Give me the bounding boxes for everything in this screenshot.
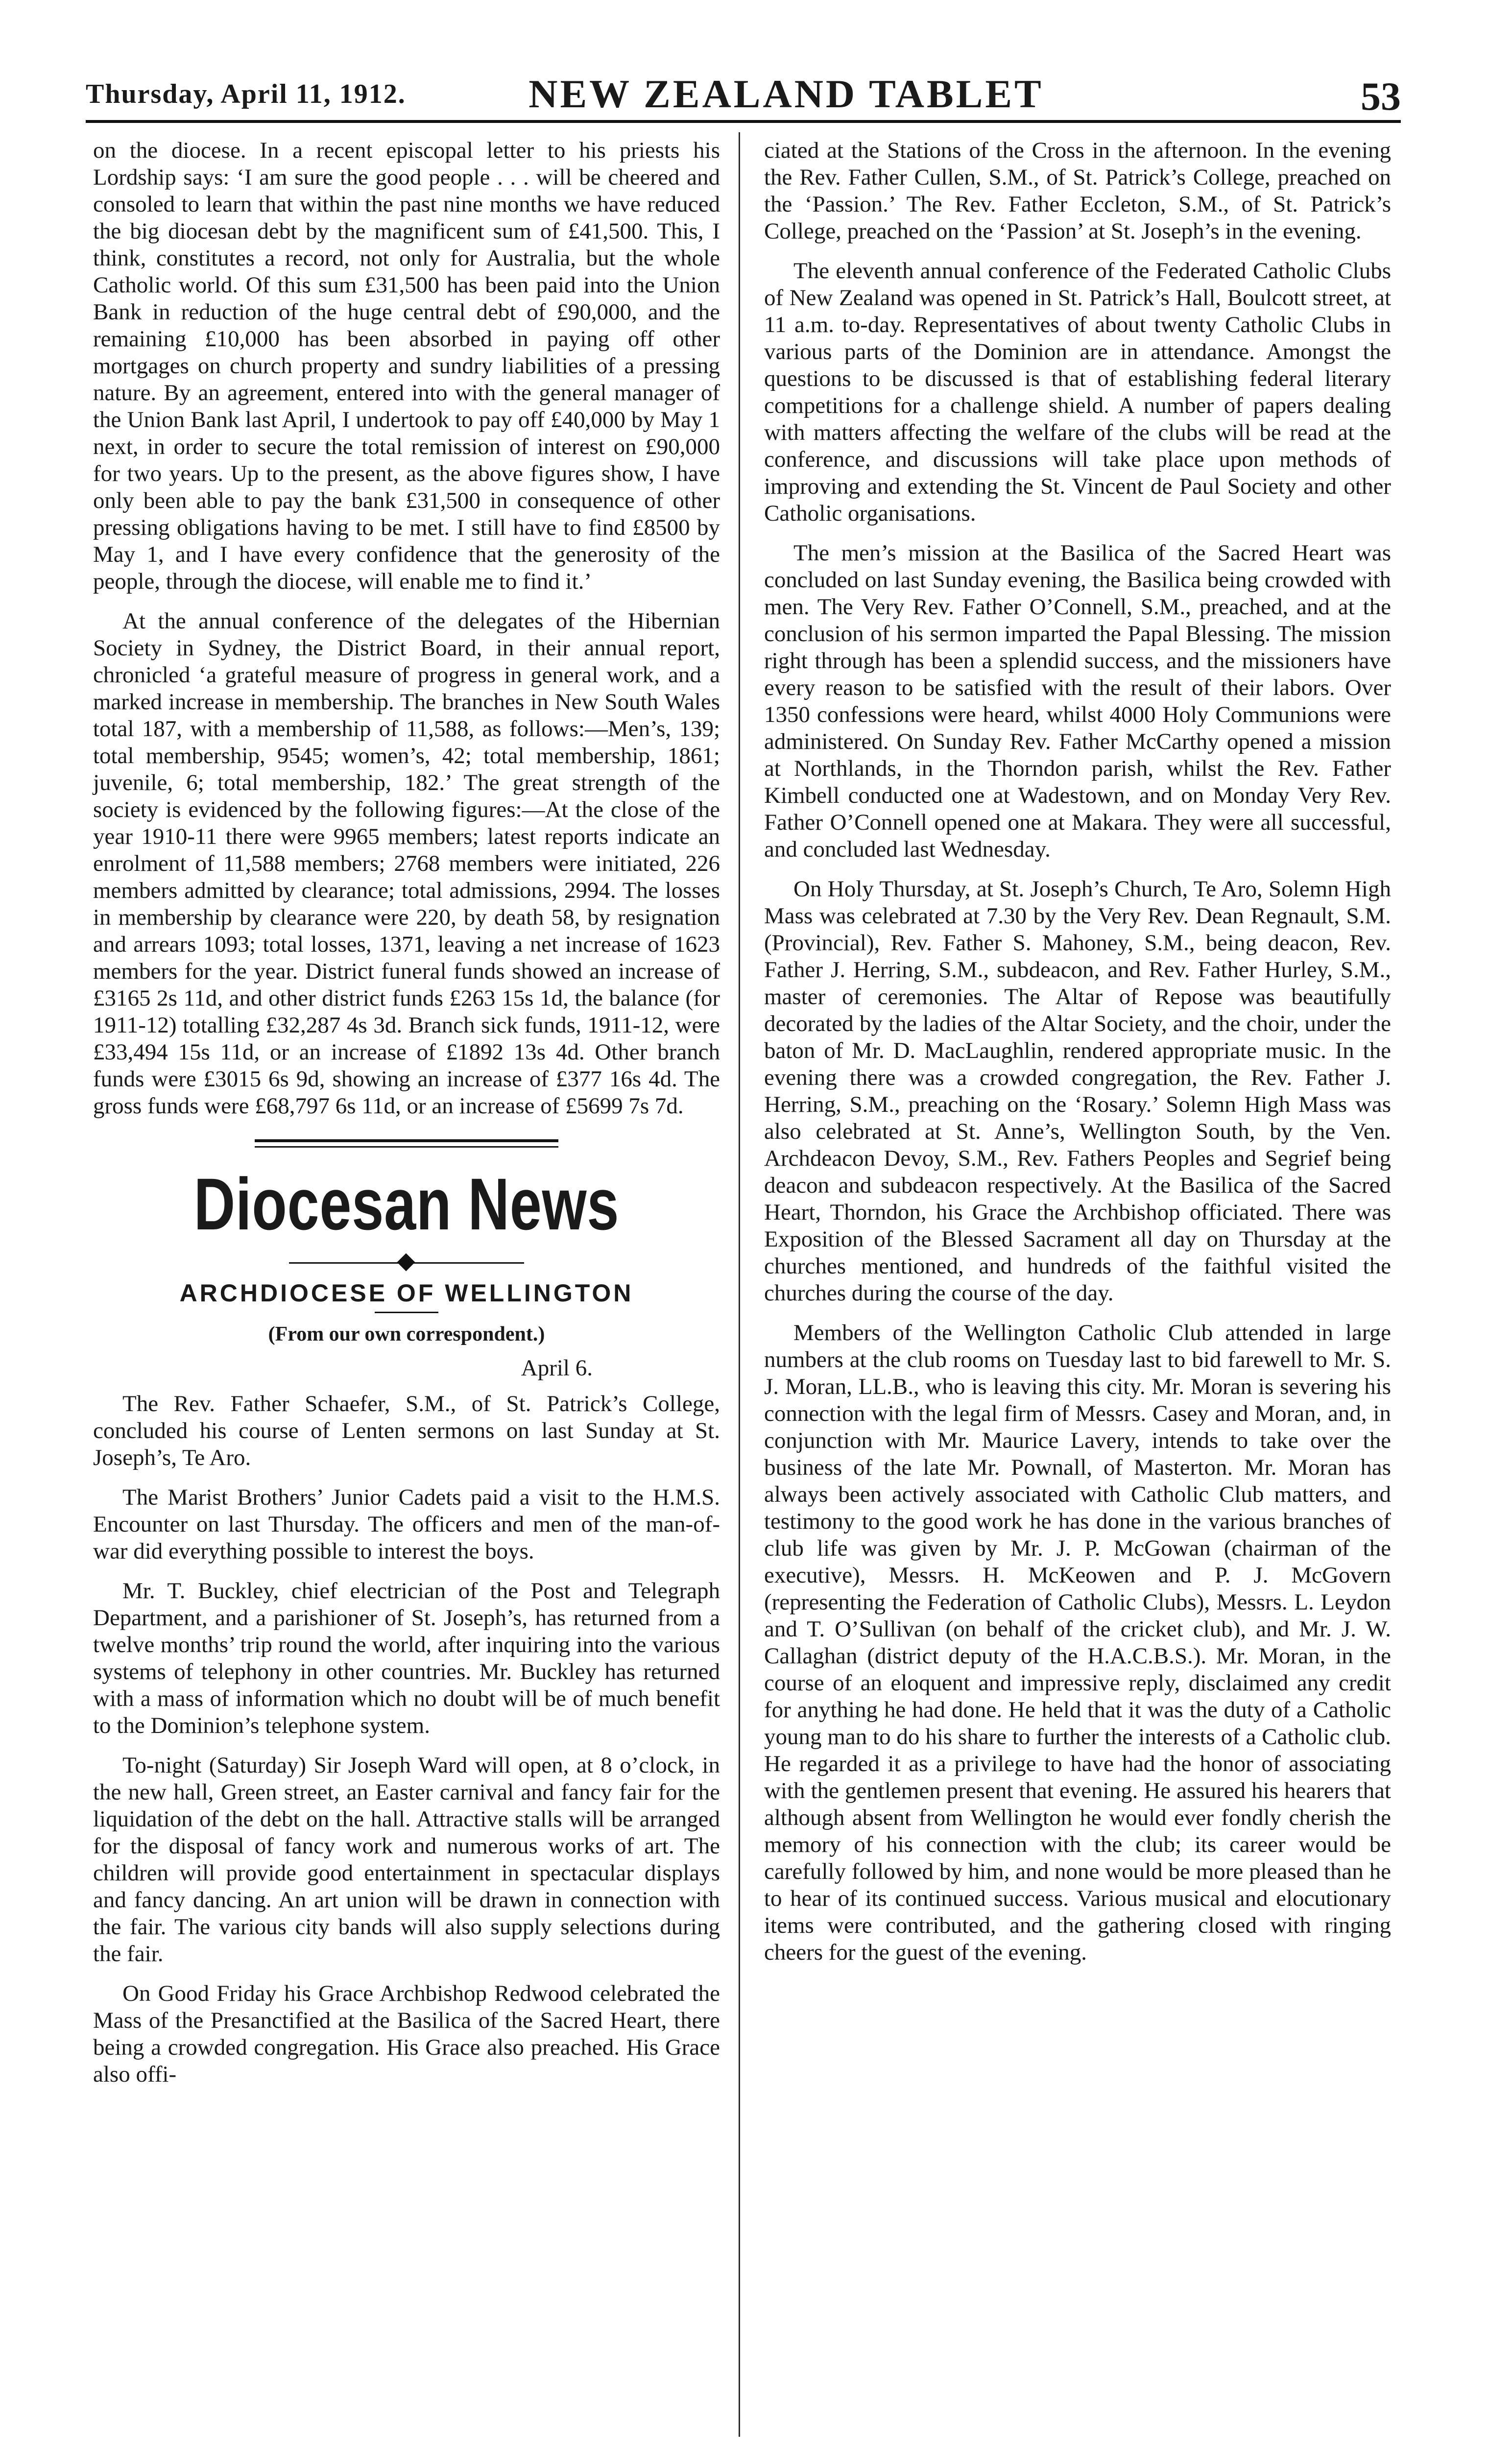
- news-paragraph: The eleventh annual conference of the Federated Catholic Clubs of New Zealand was opened in St. Patrick’s Hall, Boulcott street, at 11 a.m. to-day. Representatives of about twenty Catholic Clubs in various parts of the Dominion are in attendance. Amongst the questions to be discussed is that of establishing federal literary competitions for a challenge shield. A number of papers dealing with matters affecting the welfare of the clubs will be read at the conference, and discussions will take place upon methods of improving and extending the St. Vincent de Paul Society and other Catholic organisations.: [764, 258, 1391, 526]
- news-paragraph: ciated at the Stations of the Cross in the afternoon. In the evening the Rev. Father Cullen, S.M., of St. Patrick’s College, preached on the ‘Passion.’ The Rev. Father Eccleton, S.M., of St. Patrick’s College, preached on the ‘Passion’ at St. Joseph’s in the evening.: [764, 138, 1391, 244]
- issue-date: Thursday, April 11, 1912.: [86, 79, 406, 109]
- masthead-title: NEW ZEALAND TABLET: [528, 72, 1044, 116]
- diamond-icon: [397, 1253, 415, 1272]
- news-paragraph: On Good Friday his Grace Archbishop Redwood celebrated the Mass of the Presanctified at the Basilica of the Sacred Heart, there being a crowded congregation. His Grace also preached. His Grace also offi-: [93, 1981, 720, 2087]
- diamond-ornament-rule: [289, 1255, 524, 1270]
- section-separator: [255, 1139, 558, 1148]
- page-number: 53: [1361, 74, 1401, 119]
- article-paragraph: on the diocese. In a recent episcopal letter to his priests his Lordship says: ‘I am sure the good people . . . will be cheered and consoled to learn that within the past nine months we have reduced the big diocesan debt by the magnificent sum of £41,500. This, I think, constitutes a record, not only for Australia, but the whole Catholic world. Of this sum £31,500 has been paid into the Union Bank in reduction of the huge central debt of £90,000, and the remaining £10,000 has been absorbed in paying off other mortgages on church property and sundry liabilities of a pressing nature. By an agreement, entered into with the general manager of the Union Bank last April, I undertook to pay off £40,000 by May 1 next, in order to secure the total remission of interest on £90,000 for two years. Up to the present, as the above figures show, I have only been able to pay the bank £31,500 in consequence of other pressing obligations having to be met. I still have to find £8500 by May 1, and I have every confidence that the generosity of the people, through the diocese, will enable me to find it.’: [93, 138, 720, 594]
- section-title: Diocesan News: [193, 1163, 620, 1245]
- left-column: [93, 137, 720, 2101]
- news-paragraph: On Holy Thursday, at St. Joseph’s Church, Te Aro, Solemn High Mass was celebrated at 7.30 by the Very Rev. Dean Regnault, S.M. (Provincial), Rev. Father S. Mahoney, S.M., being deacon, Rev. Father J. Herring, S.M., subdeacon, and Rev. Father Hurley, S.M., master of ceremonies. The Altar of Repose was beautifully decorated by the ladies of the Altar Society, and the choir, under the baton of Mr. D. MacLaughlin, rendered appropriate music. In the evening there was a crowded congregation, the Rev. Father J. Herring, S.M., preaching on the ‘Rosary.’ Solemn High Mass was also celebrated at St. Anne’s, Wellington South, by the Ven. Archdeacon Devoy, S.M., Rev. Fathers Peoples and Segrief being deacon and subdeacon respectively. At the Basilica of the Sacred Heart, Thorndon, his Grace the Archbishop officiated. There was Exposition of the Blessed Sacrament all day on Thursday at the churches mentioned, and hundreds of the faithful visited the churches during the course of the day.: [764, 876, 1391, 1306]
- news-paragraph: Mr. T. Buckley, chief electrician of the Post and Telegraph Department, and a parishioner of St. Joseph’s, has returned from a twelve months’ trip round the world, after inquiring into the various systems of telephony in other countries. Mr. Buckley has returned with a mass of information which no doubt will be of much benefit to the Dominion’s telephone system.: [93, 1578, 720, 1738]
- right-column: [764, 137, 1391, 1979]
- short-rule: [375, 1312, 438, 1313]
- news-paragraph: Members of the Wellington Catholic Club attended in large numbers at the club rooms on Tuesday last to bid farewell to Mr. S. J. Moran, LL.B., who is leaving this city. Mr. Moran is severing his connection with the legal firm of Messrs. Casey and Moran, and, in conjunction with Mr. Maurice Lavery, intends to take over the business of the late Mr. Pownall, of Masterton. Mr. Moran has always been actively associated with Catholic Club matters, and testimony to the good work he has done in the various branches of club life was given by Mr. J. P. McGowan (chairman of the executive), Messrs. H. McKeowen and P. J. McGovern (representing the Federation of Catholic Clubs), Messrs. L. Leydon and T. O’Sullivan (on behalf of the cricket club), and Mr. J. W. Callaghan (district deputy of the H.A.C.B.S.). Mr. Moran, in the course of an eloquent and impressive reply, disclaimed any credit for anything he had done. He held that it was the duty of a Catholic young man to do his share to further the interests of a Catholic club. He regarded it as a privilege to have had the honor of associating with the gentlemen present that evening. He assured his hearers that although absent from Wellington he would ever fondly cherish the memory of his connection with the club; its career would be carefully followed by him, and none would be more pleased than he to hear of its continued success. Various musical and elocutionary items were contributed, and the gathering closed with ringing cheers for the guest of the evening.: [764, 1320, 1391, 1965]
- dateline: April 6.: [521, 1355, 593, 1381]
- running-header: [86, 69, 1401, 122]
- news-paragraph: To-night (Saturday) Sir Joseph Ward will open, at 8 o’clock, in the new hall, Green street, an Easter carnival and fancy fair for the liquidation of the debt on the hall. Attractive stalls will be arranged for the disposal of fancy work and numerous works of art. The children will provide good entertainment in spectacular displays and fancy dancing. An art union will be drawn in connection with the fair. The various city bands will also supply selections during the fair.: [93, 1753, 720, 1967]
- section-subtitle: ARCHDIOCESE OF WELLINGTON: [179, 1279, 634, 1307]
- article-paragraph: At the annual conference of the delegates of the Hibernian Society in Sydney, the District Board, in their annual report, chronicled ‘a grateful measure of progress in general work, and a marked increase in membership. The branches in New South Wales total 187, with a membership of 11,588, as follows:—Men’s, 139; total membership, 9545; women’s, 42; total membership, 1861; juvenile, 6; total membership, 182.’ The great strength of the society is evidenced by the following figures:—At the close of the year 1910-11 there were 9965 members; latest reports indicate an enrolment of 11,588 members; 2768 members were initiated, 226 members admitted by clearance; total admissions, 2994. The losses in membership by clearance were 220, by death 58, by resignation and arrears 1093; total losses, 1371, leaving a net increase of 1623 members for the year. District funeral funds showed an increase of £3165 2s 11d, and other district funds £263 15s 1d, the balance (for 1911-12) totalling £32,287 4s 3d. Branch sick funds, 1911-12, were £33,494 15s 11d, or an increase of £1892 13s 4d. Other branch funds were £3015 6s 9d, showing an increase of £377 16s 4d. The gross funds were £68,797 6s 11d, or an increase of £5699 7s 7d.: [93, 608, 720, 1119]
- column-divider: [739, 132, 740, 2437]
- news-paragraph: The men’s mission at the Basilica of the Sacred Heart was concluded on last Sunday evening, the Basilica being crowded with men. The Very Rev. Father O’Connell, S.M., preached, and at the conclusion of his sermon imparted the Papal Blessing. The mission right through has been a splendid success, and the missioners have every reason to be satisfied with the result of their labors. Over 1350 confessions were heard, whilst 4000 Holy Communions were administered. On Sunday Rev. Father McCarthy opened a mission at Northlands, in the Thorndon parish, whilst the Rev. Father Kimbell conducted one at Wadestown, and on Monday Very Rev. Father O’Connell opened one at Makara. They were all successful, and concluded last Wednesday.: [764, 540, 1391, 862]
- byline: (From our own correspondent.): [268, 1323, 545, 1345]
- news-paragraph: The Rev. Father Schaefer, S.M., of St. Patrick’s College, concluded his course of Lenten sermons on last Sunday at St. Joseph’s, Te Aro.: [93, 1391, 720, 1470]
- news-paragraph: The Marist Brothers’ Junior Cadets paid a visit to the H.M.S. Encounter on last Thursday. The officers and men of the man-of-war did everything possible to interest the boys.: [93, 1485, 720, 1564]
- header-rule: [86, 120, 1401, 123]
